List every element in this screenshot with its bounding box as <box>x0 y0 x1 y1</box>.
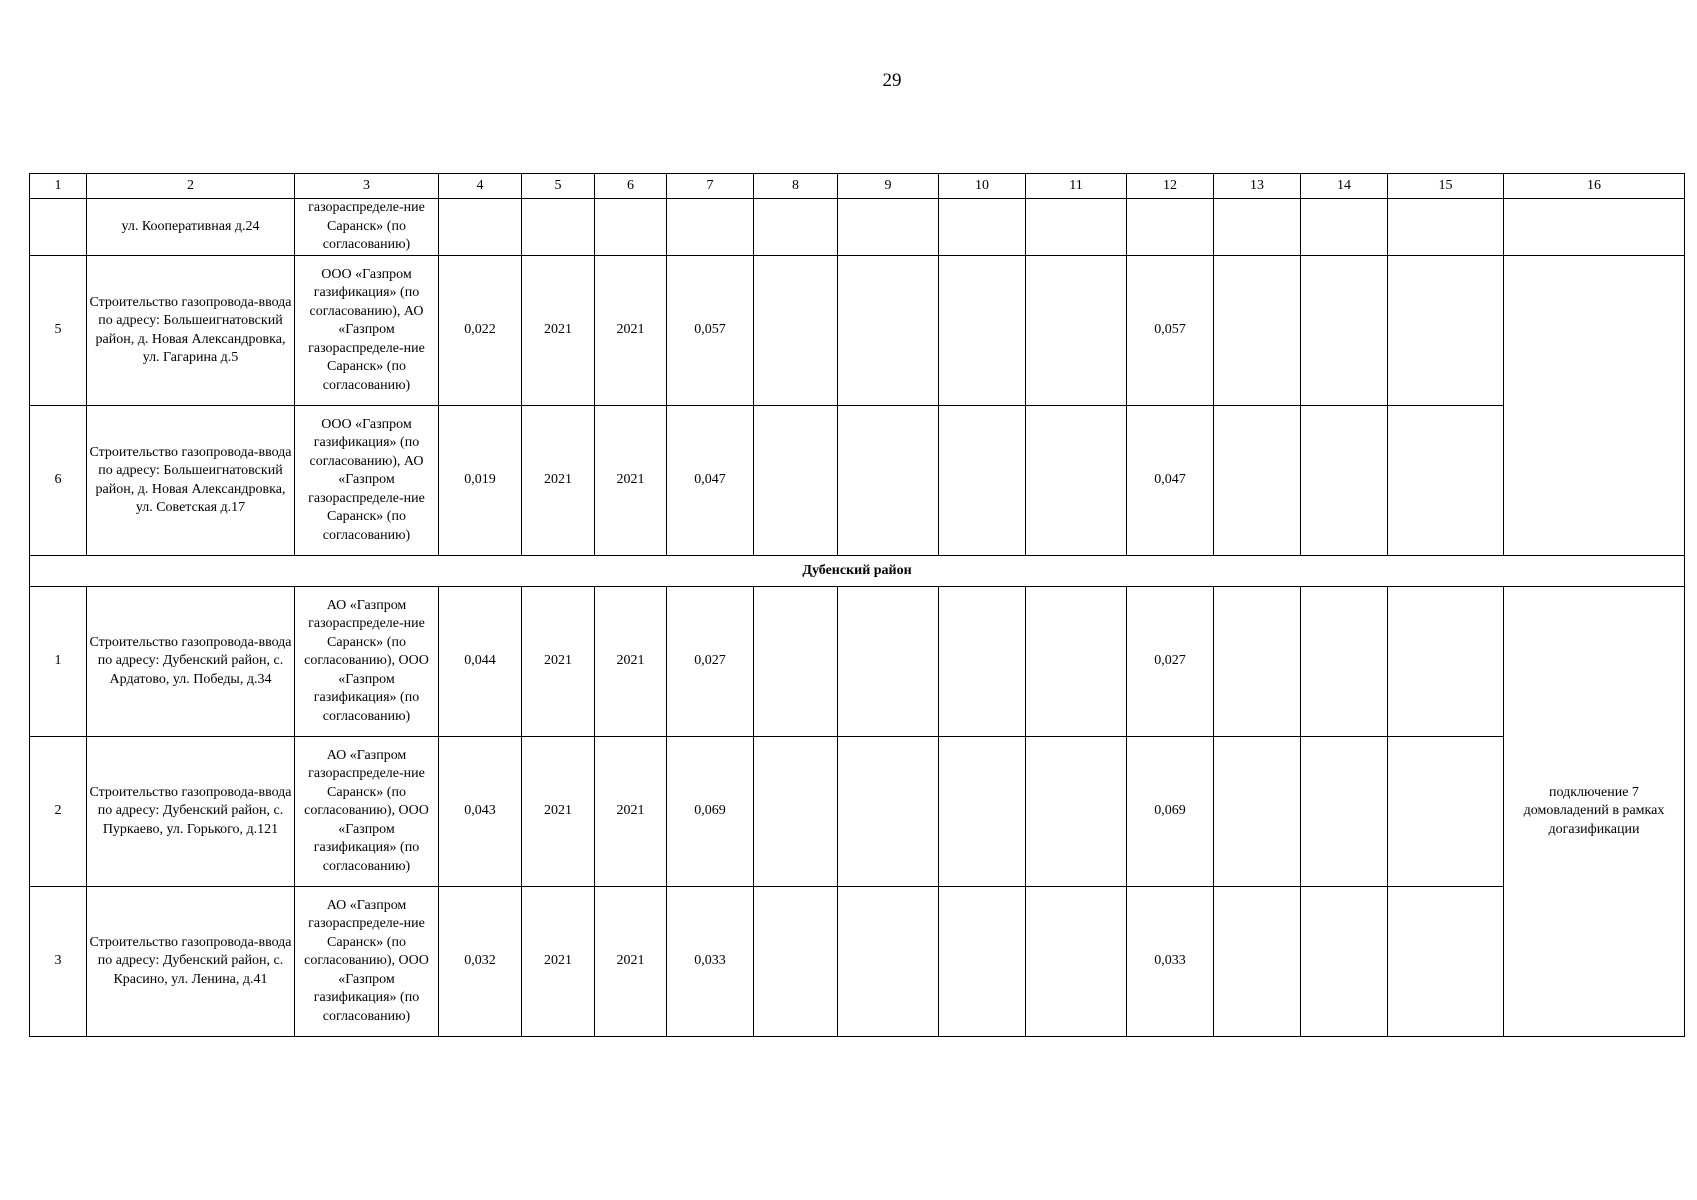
row-description: Строительство газопровода-ввода по адресу: Дубенский район, с. Пуркаево, ул. Горького, д.121 <box>87 737 295 887</box>
data-table <box>29 173 1685 1037</box>
row-value-6: 2021 <box>595 587 667 737</box>
row-value-7: 0,057 <box>667 256 754 406</box>
header-cell: 10 <box>939 174 1026 199</box>
row-value-12: 0,047 <box>1127 406 1214 556</box>
header-row <box>30 174 1685 199</box>
row-value-12: 0,027 <box>1127 587 1214 737</box>
row-value-4: 0,044 <box>439 587 522 737</box>
row-value-5: 2021 <box>522 887 595 1037</box>
page-number: 29 <box>882 70 902 91</box>
row-value-12: 0,069 <box>1127 737 1214 887</box>
row-value-5: 2021 <box>522 587 595 737</box>
continuation-organization: газораспределе-ние Саранск» (по согласованию) <box>295 199 439 256</box>
header-cell: 14 <box>1301 174 1388 199</box>
row-value-7: 0,027 <box>667 587 754 737</box>
row-value-4: 0,019 <box>439 406 522 556</box>
header-cell: 16 <box>1504 174 1685 199</box>
row-value-5: 2021 <box>522 256 595 406</box>
table-row <box>30 256 1685 406</box>
row-number: 2 <box>30 737 87 887</box>
continuation-description: ул. Кооперативная д.24 <box>87 199 295 256</box>
row-value-4: 0,032 <box>439 887 522 1037</box>
header-cell: 5 <box>522 174 595 199</box>
row-value-6: 2021 <box>595 256 667 406</box>
row-value-12: 0,033 <box>1127 887 1214 1037</box>
header-cell: 6 <box>595 174 667 199</box>
row-description: Строительство газопровода-ввода по адресу: Дубенский район, с. Ардатово, ул. Победы, д.34 <box>87 587 295 737</box>
row-organization: АО «Газпром газораспределе-ние Саранск» (по согласованию), ООО «Газпром газификация» (по согласованию) <box>295 587 439 737</box>
row-organization: ООО «Газпром газификация» (по согласованию), АО «Газпром газораспределе-ние Саранск» (по согласованию) <box>295 256 439 406</box>
header-cell: 12 <box>1127 174 1214 199</box>
section-row <box>30 556 1685 587</box>
row-value-5: 2021 <box>522 737 595 887</box>
row-value-6: 2021 <box>595 887 667 1037</box>
row-description: Строительство газопровода-ввода по адресу: Дубенский район, с. Красино, ул. Ленина, д.41 <box>87 887 295 1037</box>
row-number: 1 <box>30 587 87 737</box>
row-number: 5 <box>30 256 87 406</box>
header-cell: 8 <box>754 174 838 199</box>
row-number: 6 <box>30 406 87 556</box>
header-cell: 9 <box>838 174 939 199</box>
row-description: Строительство газопровода-ввода по адресу: Большеигнатовский район, д. Новая Александровка, ул. Гагарина д.5 <box>87 256 295 406</box>
continuation-row <box>30 199 1685 256</box>
group2-note: подключение 7 домовладений в рамках догазификации <box>1504 587 1685 1037</box>
row-value-6: 2021 <box>595 737 667 887</box>
table-row <box>30 406 1685 556</box>
row-value-4: 0,022 <box>439 256 522 406</box>
table-row <box>30 887 1685 1037</box>
row-value-12: 0,057 <box>1127 256 1214 406</box>
header-cell: 7 <box>667 174 754 199</box>
row-value-5: 2021 <box>522 406 595 556</box>
section-title: Дубенский район <box>30 556 1685 587</box>
row-value-4: 0,043 <box>439 737 522 887</box>
header-cell: 4 <box>439 174 522 199</box>
row-number: 3 <box>30 887 87 1037</box>
group1-note-cell <box>1504 256 1685 556</box>
header-cell: 2 <box>87 174 295 199</box>
header-cell: 13 <box>1214 174 1301 199</box>
row-organization: АО «Газпром газораспределе-ние Саранск» (по согласованию), ООО «Газпром газификация» (по согласованию) <box>295 737 439 887</box>
table-row <box>30 737 1685 887</box>
table-row <box>30 587 1685 737</box>
header-cell: 3 <box>295 174 439 199</box>
row-description: Строительство газопровода-ввода по адресу: Большеигнатовский район, д. Новая Александровка, ул. Советская д.17 <box>87 406 295 556</box>
row-value-7: 0,033 <box>667 887 754 1037</box>
row-value-7: 0,069 <box>667 737 754 887</box>
header-cell: 15 <box>1388 174 1504 199</box>
row-value-6: 2021 <box>595 406 667 556</box>
header-cell: 11 <box>1026 174 1127 199</box>
header-cell: 1 <box>30 174 87 199</box>
row-value-7: 0,047 <box>667 406 754 556</box>
row-organization: АО «Газпром газораспределе-ние Саранск» (по согласованию), ООО «Газпром газификация» (по согласованию) <box>295 887 439 1037</box>
row-organization: ООО «Газпром газификация» (по согласованию), АО «Газпром газораспределе-ние Саранск» (по согласованию) <box>295 406 439 556</box>
